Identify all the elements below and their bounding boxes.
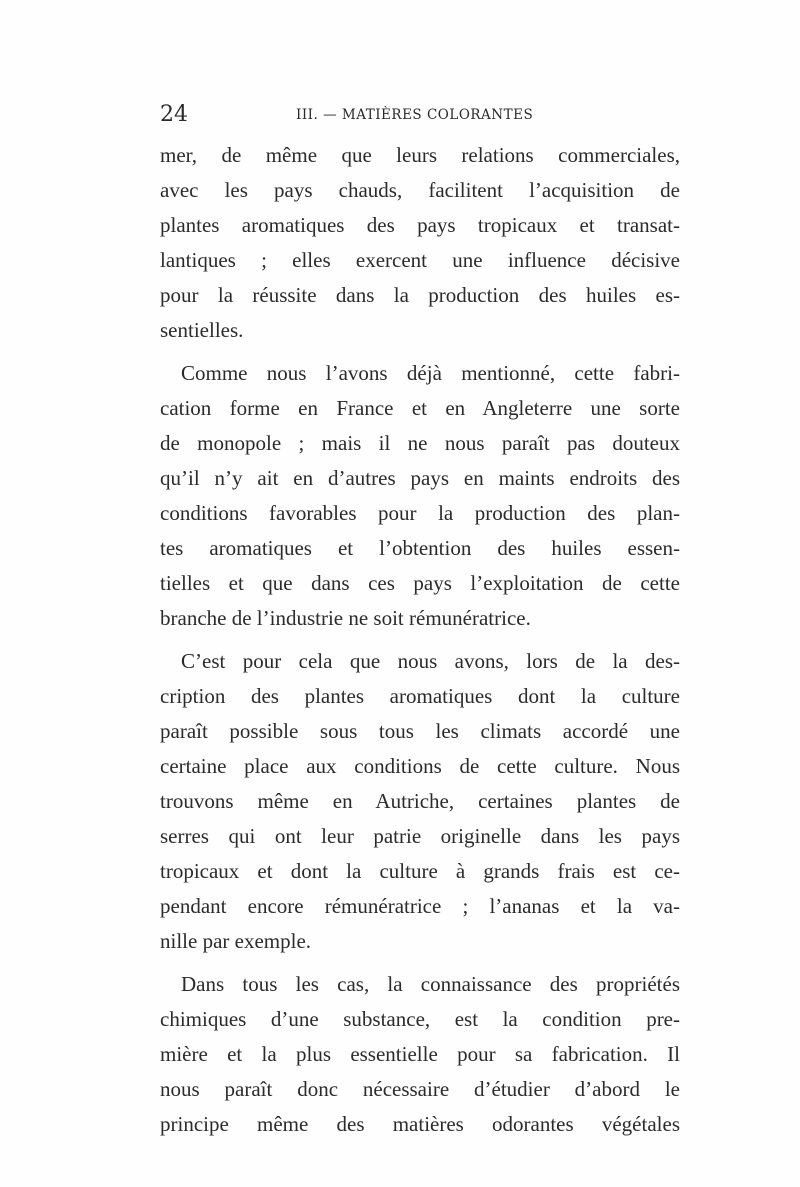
body-text	[160, 138, 680, 1142]
text-line: Comme nous l’avons déjà mentionné, cette fabri-	[181, 361, 680, 385]
text-line: tielles et que dans ces pays l’exploitation de cette	[160, 571, 680, 595]
text-line: nille par exemple.	[160, 929, 312, 953]
text-line: principe même des matières odorantes végétales	[160, 1112, 680, 1136]
page-number: 24	[160, 102, 188, 127]
text-line: plantes aromatiques des pays tropicaux et transat-	[160, 213, 680, 237]
text-line: Dans tous les cas, la connaissance des propriétés	[181, 972, 680, 996]
text-line: de monopole ; mais il ne nous paraît pas douteux	[160, 431, 680, 455]
text-line: certaine place aux conditions de cette culture. Nous	[160, 754, 680, 778]
text-line: mière et la plus essentielle pour sa fabrication. Il	[160, 1042, 680, 1066]
text-line: serres qui ont leur patrie originelle dans les pays	[160, 824, 680, 848]
text-line: mer, de même que leurs relations commerciales,	[160, 143, 680, 167]
text-line: cription des plantes aromatiques dont la culture	[160, 684, 680, 708]
text-line: C’est pour cela que nous avons, lors de la des-	[181, 649, 680, 673]
text-line: trouvons même en Autriche, certaines plantes de	[160, 789, 680, 813]
text-line: avec les pays chauds, facilitent l’acquisition de	[160, 178, 680, 202]
paragraph-3	[160, 644, 680, 959]
text-line: chimiques d’une substance, est la condition pre-	[160, 1007, 680, 1031]
text-line: sentielles.	[160, 318, 244, 342]
text-line: tropicaux et dont la culture à grands frais est ce-	[160, 859, 680, 883]
text-line: tes aromatiques et l’obtention des huiles essen-	[160, 536, 680, 560]
paragraph-1	[160, 138, 680, 348]
running-head	[160, 100, 680, 130]
paragraph-4	[160, 967, 680, 1142]
text-line: pour la réussite dans la production des huiles es-	[160, 283, 680, 307]
text-line: cation forme en France et en Angleterre une sorte	[160, 396, 680, 420]
text-line: qu’il n’y ait en d’autres pays en maints endroits des	[160, 466, 680, 490]
paragraph-2	[160, 356, 680, 636]
text-line: pendant encore rémunératrice ; l’ananas et la va-	[160, 894, 680, 918]
chapter-title: III. — MATIÈRES COLORANTES	[296, 107, 534, 123]
text-line: branche de l’industrie ne soit rémunératrice.	[160, 606, 531, 630]
text-line: conditions favorables pour la production des plan-	[160, 501, 680, 525]
text-line: paraît possible sous tous les climats accordé une	[160, 719, 680, 743]
text-line: lantiques ; elles exercent une influence décisive	[160, 248, 680, 272]
text-line: nous paraît donc nécessaire d’étudier d’abord le	[160, 1077, 680, 1101]
